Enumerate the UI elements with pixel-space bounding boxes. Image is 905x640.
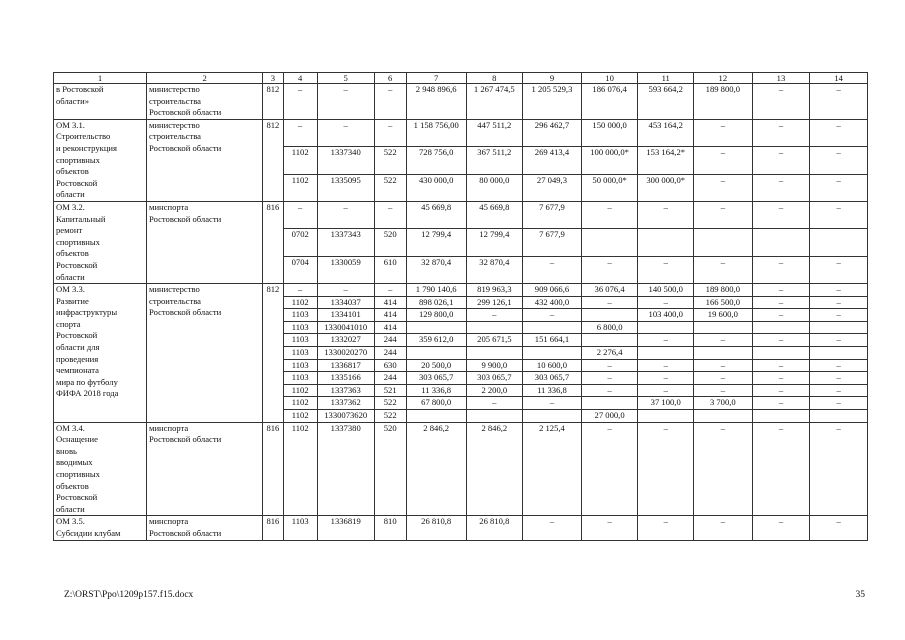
table-cell: 1337363 (317, 384, 374, 397)
table-cell: – (810, 296, 868, 309)
table-cell (523, 321, 582, 334)
table-cell (581, 334, 638, 347)
table-cell: 2 276,4 (581, 347, 638, 360)
table-cell (466, 347, 523, 360)
table-cell: 1335166 (317, 372, 374, 385)
table-cell: 27 049,3 (523, 174, 582, 201)
measure-name-cell: ОМ 3.2. Капитальный ремонт спортивных объектов Ростовской области (54, 201, 147, 283)
table-cell: – (752, 422, 810, 516)
table-cell (406, 410, 466, 423)
table-cell: – (694, 384, 753, 397)
table-cell: 1337380 (317, 422, 374, 516)
table-cell: 50 000,0* (581, 174, 638, 201)
table-cell: – (581, 516, 638, 540)
table-cell: 414 (374, 309, 406, 322)
table-cell: 32 870,4 (406, 256, 466, 283)
table-cell: – (694, 516, 753, 540)
table-cell: 593 664,2 (638, 84, 694, 120)
table-cell: 7 677,9 (523, 229, 582, 256)
column-header: 1 (54, 73, 147, 84)
table-cell: – (752, 516, 810, 540)
table-cell: 728 756,0 (406, 147, 466, 174)
table-cell: 819 963,3 (466, 284, 523, 297)
table-cell: 430 000,0 (406, 174, 466, 201)
table-cell: 812 (263, 84, 283, 120)
table-cell: 1 158 756,00 (406, 119, 466, 146)
table-cell: – (752, 84, 810, 120)
measure-name-cell: ОМ 3.4. Оснащение вновь вводимых спортивных объектов Ростовской области (54, 422, 147, 516)
table-cell: 1103 (283, 372, 317, 385)
table-cell: 303 065,7 (523, 372, 582, 385)
table-cell: 522 (374, 147, 406, 174)
table-row (54, 284, 868, 297)
table-cell: – (810, 309, 868, 322)
table-cell: – (694, 174, 753, 201)
table-cell: – (752, 372, 810, 385)
table-cell: 7 677,9 (523, 201, 582, 228)
column-header: 13 (752, 73, 810, 84)
table-cell: 26 810,8 (466, 516, 523, 540)
table-cell: 6 800,0 (581, 321, 638, 334)
table-cell: 432 400,0 (523, 296, 582, 309)
table-cell: 522 (374, 397, 406, 410)
table-cell: 1103 (283, 309, 317, 322)
table-cell: 300 000,0* (638, 174, 694, 201)
table-cell: 189 800,0 (694, 284, 753, 297)
table-cell (638, 347, 694, 360)
table-cell: 32 870,4 (466, 256, 523, 283)
table-cell: 520 (374, 422, 406, 516)
table-cell: – (752, 334, 810, 347)
table-cell: – (752, 174, 810, 201)
table-cell: 166 500,0 (694, 296, 753, 309)
table-cell: – (810, 516, 868, 540)
table-cell: – (694, 422, 753, 516)
table-cell: – (317, 201, 374, 228)
column-header: 2 (147, 73, 263, 84)
table-cell: – (317, 84, 374, 120)
table-cell: 11 336,8 (523, 384, 582, 397)
column-header: 10 (581, 73, 638, 84)
table-cell: 816 (263, 516, 283, 540)
table-cell: – (638, 516, 694, 540)
table-cell: 129 800,0 (406, 309, 466, 322)
table-cell (752, 229, 810, 256)
table-cell (466, 410, 523, 423)
table-cell (523, 410, 582, 423)
table-cell: 2 200,0 (466, 384, 523, 397)
table-cell: – (810, 334, 868, 347)
table-cell: 244 (374, 347, 406, 360)
table-cell: 0702 (283, 229, 317, 256)
table-cell (752, 321, 810, 334)
table-cell: 1103 (283, 334, 317, 347)
table-cell: – (752, 256, 810, 283)
table-cell: 810 (374, 516, 406, 540)
table-cell: 150 000,0 (581, 119, 638, 146)
table-cell: – (752, 284, 810, 297)
table-cell: – (317, 284, 374, 297)
table-cell (523, 347, 582, 360)
table-cell: 2 846,2 (466, 422, 523, 516)
column-header: 3 (263, 73, 283, 84)
table-cell: 10 600,0 (523, 359, 582, 372)
table-cell: 1102 (283, 384, 317, 397)
table-cell (581, 229, 638, 256)
table-cell: 1336819 (317, 516, 374, 540)
table-cell: – (694, 147, 753, 174)
column-header: 11 (638, 73, 694, 84)
table-cell: 1334037 (317, 296, 374, 309)
table-cell: – (752, 201, 810, 228)
table-cell: 447 511,2 (466, 119, 523, 146)
table-cell: 1103 (283, 347, 317, 360)
table-cell: 1102 (283, 296, 317, 309)
table-cell: – (810, 384, 868, 397)
table-cell (752, 347, 810, 360)
table-cell: 520 (374, 229, 406, 256)
table-cell: 522 (374, 174, 406, 201)
table-cell: 45 669,8 (406, 201, 466, 228)
table-cell: 2 948 896,6 (406, 84, 466, 120)
table-cell: 898 026,1 (406, 296, 466, 309)
measure-name-cell: ОМ 3.5. Субсидии клубам (54, 516, 147, 540)
table-cell (810, 321, 868, 334)
table-cell: 1332027 (317, 334, 374, 347)
column-header: 8 (466, 73, 523, 84)
table-cell: – (374, 84, 406, 120)
table-cell: 153 164,2* (638, 147, 694, 174)
column-header: 6 (374, 73, 406, 84)
table-cell: – (374, 284, 406, 297)
table-cell: 3 700,0 (694, 397, 753, 410)
measure-name-cell: ОМ 3.1. Строительство и реконструкция спортивных объектов Ростовской области (54, 119, 147, 201)
table-cell: – (581, 372, 638, 385)
table-cell: 909 066,6 (523, 284, 582, 297)
table-cell: – (752, 147, 810, 174)
table-cell: – (694, 256, 753, 283)
table-cell: 296 462,7 (523, 119, 582, 146)
table-cell: 1337340 (317, 147, 374, 174)
table-cell: – (810, 284, 868, 297)
table-cell: – (810, 201, 868, 228)
table-cell: 816 (263, 422, 283, 516)
table-cell: 1330020270 (317, 347, 374, 360)
table-cell: – (581, 256, 638, 283)
table-cell (810, 410, 868, 423)
table-cell: 1 205 529,3 (523, 84, 582, 120)
table-cell: – (752, 119, 810, 146)
table-cell: – (466, 397, 523, 410)
table-cell: 9 900,0 (466, 359, 523, 372)
table-cell: – (752, 397, 810, 410)
table-cell: 1103 (283, 321, 317, 334)
table-cell: – (694, 372, 753, 385)
table-cell: – (638, 372, 694, 385)
footer-file-path: Z:\ORST\Ppo\1209p157.f15.docx (64, 590, 194, 600)
table-cell (810, 229, 868, 256)
table-cell: – (752, 309, 810, 322)
executor-cell: министерство строительства Ростовской области (147, 84, 263, 120)
header-row (54, 73, 868, 84)
table-row (54, 201, 868, 228)
table-cell: – (523, 516, 582, 540)
table-cell: 27 000,0 (581, 410, 638, 423)
column-header: 4 (283, 73, 317, 84)
table-cell: – (374, 119, 406, 146)
table-cell: – (694, 201, 753, 228)
column-header: 9 (523, 73, 582, 84)
table-cell (694, 410, 753, 423)
table-cell: – (694, 359, 753, 372)
table-cell: 1103 (283, 359, 317, 372)
table-cell: – (810, 174, 868, 201)
table-cell: 522 (374, 410, 406, 423)
table-cell: 1102 (283, 422, 317, 516)
table-cell: – (638, 334, 694, 347)
table-cell: 244 (374, 334, 406, 347)
table-cell: 186 076,4 (581, 84, 638, 120)
table-cell (581, 397, 638, 410)
table-cell: – (638, 201, 694, 228)
table-cell: 1337362 (317, 397, 374, 410)
table-cell: 1102 (283, 174, 317, 201)
table-cell: – (374, 201, 406, 228)
table-cell: – (317, 119, 374, 146)
table-cell: 1102 (283, 147, 317, 174)
table-cell: 1103 (283, 516, 317, 540)
table-cell (581, 309, 638, 322)
table-cell: – (581, 422, 638, 516)
table-cell: 816 (263, 201, 283, 283)
table-cell: 205 671,5 (466, 334, 523, 347)
measure-name-cell: в Ростовской области» (54, 84, 147, 120)
table-cell: 140 500,0 (638, 284, 694, 297)
table-cell: 1337343 (317, 229, 374, 256)
table-cell: 0704 (283, 256, 317, 283)
table-cell: 1102 (283, 410, 317, 423)
table-cell: 299 126,1 (466, 296, 523, 309)
table-cell: 12 799,4 (466, 229, 523, 256)
table-cell: – (810, 359, 868, 372)
table-cell: 812 (263, 284, 283, 423)
table-cell: – (523, 309, 582, 322)
table-cell: 37 100,0 (638, 397, 694, 410)
table-cell: 1330041010 (317, 321, 374, 334)
table-cell: 151 664,1 (523, 334, 582, 347)
table-cell: – (638, 422, 694, 516)
table-cell: 36 076,4 (581, 284, 638, 297)
table-cell: 269 413,4 (523, 147, 582, 174)
table-cell (638, 229, 694, 256)
table-cell: 1 790 140,6 (406, 284, 466, 297)
table-cell: – (466, 309, 523, 322)
table-cell: – (523, 397, 582, 410)
column-header: 5 (317, 73, 374, 84)
table-cell: – (283, 84, 317, 120)
table-cell: 244 (374, 372, 406, 385)
table-cell: – (283, 201, 317, 228)
executor-cell: министерство строительства Ростовской области (147, 119, 263, 201)
table-cell: 630 (374, 359, 406, 372)
column-header: 12 (694, 73, 753, 84)
table-cell: – (638, 256, 694, 283)
table-cell: 1336817 (317, 359, 374, 372)
table-cell: – (694, 119, 753, 146)
table-cell (694, 321, 753, 334)
table-cell: – (638, 384, 694, 397)
table-cell: – (810, 256, 868, 283)
page-number: 35 (855, 590, 865, 600)
table-cell: – (638, 296, 694, 309)
table-cell: – (752, 384, 810, 397)
table-cell: 414 (374, 296, 406, 309)
table-cell: 1335095 (317, 174, 374, 201)
table-row (54, 516, 868, 540)
table-cell: – (581, 359, 638, 372)
table-cell (406, 347, 466, 360)
table-cell: 367 511,2 (466, 147, 523, 174)
table-cell: – (581, 296, 638, 309)
table-cell (638, 321, 694, 334)
table-cell: – (638, 359, 694, 372)
table-cell: 1330059 (317, 256, 374, 283)
table-cell: 26 810,8 (406, 516, 466, 540)
table-cell: 1 267 474,5 (466, 84, 523, 120)
table-cell: 100 000,0* (581, 147, 638, 174)
table-cell (752, 410, 810, 423)
table-cell: – (581, 201, 638, 228)
table-cell: 1102 (283, 397, 317, 410)
table-cell: 453 164,2 (638, 119, 694, 146)
table-cell: – (752, 296, 810, 309)
executor-cell: минспорта Ростовской области (147, 201, 263, 283)
budget-table (53, 72, 868, 541)
table-cell: – (810, 84, 868, 120)
table-cell: 521 (374, 384, 406, 397)
table-cell: 45 669,8 (466, 201, 523, 228)
table-cell: 303 065,7 (466, 372, 523, 385)
table-cell: 414 (374, 321, 406, 334)
table-cell (694, 347, 753, 360)
table-cell: 189 800,0 (694, 84, 753, 120)
table-cell: 11 336,8 (406, 384, 466, 397)
table-cell: – (694, 334, 753, 347)
table-cell: 12 799,4 (406, 229, 466, 256)
table-cell: 1330073620 (317, 410, 374, 423)
table-cell: 610 (374, 256, 406, 283)
executor-cell: минспорта Ростовской области (147, 422, 263, 516)
table-cell: 359 612,0 (406, 334, 466, 347)
table-cell: – (810, 422, 868, 516)
table-cell: 1334101 (317, 309, 374, 322)
measure-name-cell: ОМ 3.3. Развитие инфраструктуры спорта Ростовской области для проведения чемпионата мира по футболу ФИФА 2018 года (54, 284, 147, 423)
table-cell: – (581, 384, 638, 397)
executor-cell: министерство строительства Ростовской области (147, 284, 263, 423)
table-cell: – (810, 147, 868, 174)
column-header: 14 (810, 73, 868, 84)
table-cell: 103 400,0 (638, 309, 694, 322)
table-cell: 303 065,7 (406, 372, 466, 385)
table-cell: – (752, 359, 810, 372)
table-cell: 80 000,0 (466, 174, 523, 201)
table-cell: – (283, 284, 317, 297)
table-cell: 812 (263, 119, 283, 201)
executor-cell: минспорта Ростовской области (147, 516, 263, 540)
table-cell: 19 600,0 (694, 309, 753, 322)
table-cell: 67 800,0 (406, 397, 466, 410)
table-cell: – (810, 397, 868, 410)
table-cell (466, 321, 523, 334)
table-cell: 2 846,2 (406, 422, 466, 516)
table-row (54, 84, 868, 120)
table-row (54, 422, 868, 516)
table-cell (406, 321, 466, 334)
column-header: 7 (406, 73, 466, 84)
table-cell: – (523, 256, 582, 283)
table-cell: – (283, 119, 317, 146)
table-cell (638, 410, 694, 423)
table-row (54, 119, 868, 146)
table-cell: 2 125,4 (523, 422, 582, 516)
table-cell (694, 229, 753, 256)
table-cell: 20 500,0 (406, 359, 466, 372)
table-cell (810, 347, 868, 360)
table-cell: – (810, 119, 868, 146)
table-cell: – (810, 372, 868, 385)
